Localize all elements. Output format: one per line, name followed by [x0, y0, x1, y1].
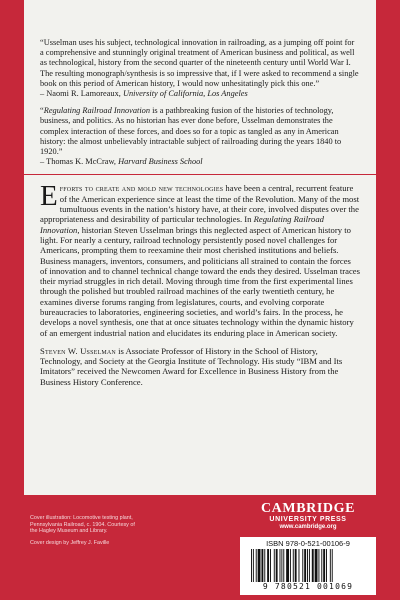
publisher-name: CAMBRIDGE — [260, 501, 356, 516]
praise-quote-2-book-title: Regulating Railroad Innovation — [43, 106, 151, 116]
praise-quote-2-text: is a pathbreaking fusion of the histories of technology, business, and politics. As no historian has ever done before, Usselman demonstrates the complex interaction of these forces, and does so for a topic as tangled as any in American history: the almost unbelievably intractable subject of railroading during the years 1840 to 1920.” — [40, 106, 342, 157]
cover-credits — [30, 515, 140, 551]
publisher-logo — [240, 502, 376, 531]
praise-quote-1 — [40, 38, 360, 99]
barcode-block — [240, 537, 376, 595]
section-divider — [24, 174, 376, 175]
drop-cap: E — [40, 180, 58, 213]
praise-quote-2: “Regulating Railroad Innovation is a pathbreaking fusion of the histories of technology, business, and politics. As no historian has ever done before, Usselman demonstrates the complex interaction of these forces, and does so for a topic as tangled as any in American history: the almost unbelievably intractable subject of railroading during the years 1840 to 1920.” – Thomas K. McCraw, Harvard Business School — [40, 106, 360, 167]
text-panel — [24, 0, 376, 495]
author-bio-text: is Associate Professor of History in the School of History, Technology, and Society at the Georgia Institute of Technology. His study “IBM and Its Imitators” received the Newcomen Award for Excellence in Business History from the Business History Conference. — [40, 345, 343, 387]
author-bio — [40, 346, 360, 387]
isbn-label: ISBN 978-0-521-00106-9 — [266, 539, 350, 548]
author-name: Steven W. Usselman — [40, 345, 116, 356]
book-description: Efforts to create and mold new technologies have been a central, recurrent feature of the American experience since at least the time of the Revolution. Many of the most tumultuous events in the nation’s history have, at their core, involved disputes over the appropriateness and desirability of particular technologies. In Regulating Railroad Innovation, historian Steven Usselman brings this neglected aspect of American history to light. For nearly a century, railroad technology persistently posed novel challenges for Americans, prompting them to reexamine their most cherished institutions and beliefs. Business managers, inventors, consumers, and politicians all strained to contain the forces of innovation and to channel technical change toward the ends they desired. Usselman traces their myriad struggles in rich detail. Moving through time from the first experimental lines through the polished but troubled railroad machines of the early twentieth century, he examines diverse forums ranging from legislatures, courts, and evolving corporate bureaucracies to laboratories, engineering societies, and world’s fairs. In the process, he develops a novel synthesis, one that at once situates technology within the dynamic history of an emergent industrial nation and elucidates its enduring place in American society. — [40, 180, 360, 338]
description-lead: fforts to create and mold new technologies — [59, 183, 224, 194]
praise-quote-1-text: “Usselman uses his subject, technological innovation in railroading, as a jumping off point for a comprehensive and stunningly original treatment of American business and political, as well as technological, history from the second quarter of the nineteenth century until World War I. The resulting monograph/synthesis is so impressive that, if I were asked to recommend a single book on this period of American history, I would now unhesitatingly pick this one.” — [40, 38, 359, 88]
description-book-title: Regulating Railroad Innovation — [40, 214, 324, 235]
cover-design-credit: Cover design by Jeffrey J. Faville — [30, 539, 110, 546]
publisher-subtitle: UNIVERSITY PRESS — [269, 516, 347, 523]
barcode-icon — [249, 549, 367, 582]
praise-quote-1-attribution: – Naomi R. Lamoreaux, University of California, Los Angeles — [40, 89, 248, 99]
praise-quote-2-attribution: – Thomas K. McCraw, Harvard Business School — [40, 157, 203, 167]
cover-illustration-credit: Cover illustration: Locomotive testing plant, Pennsylvania Railroad, c. 1904. Courtesy of the Hagley Museum and Library. — [30, 515, 135, 535]
publisher-url: www.cambridge.org — [279, 524, 337, 530]
barcode-digits: 9 780521 001069 — [262, 582, 354, 591]
